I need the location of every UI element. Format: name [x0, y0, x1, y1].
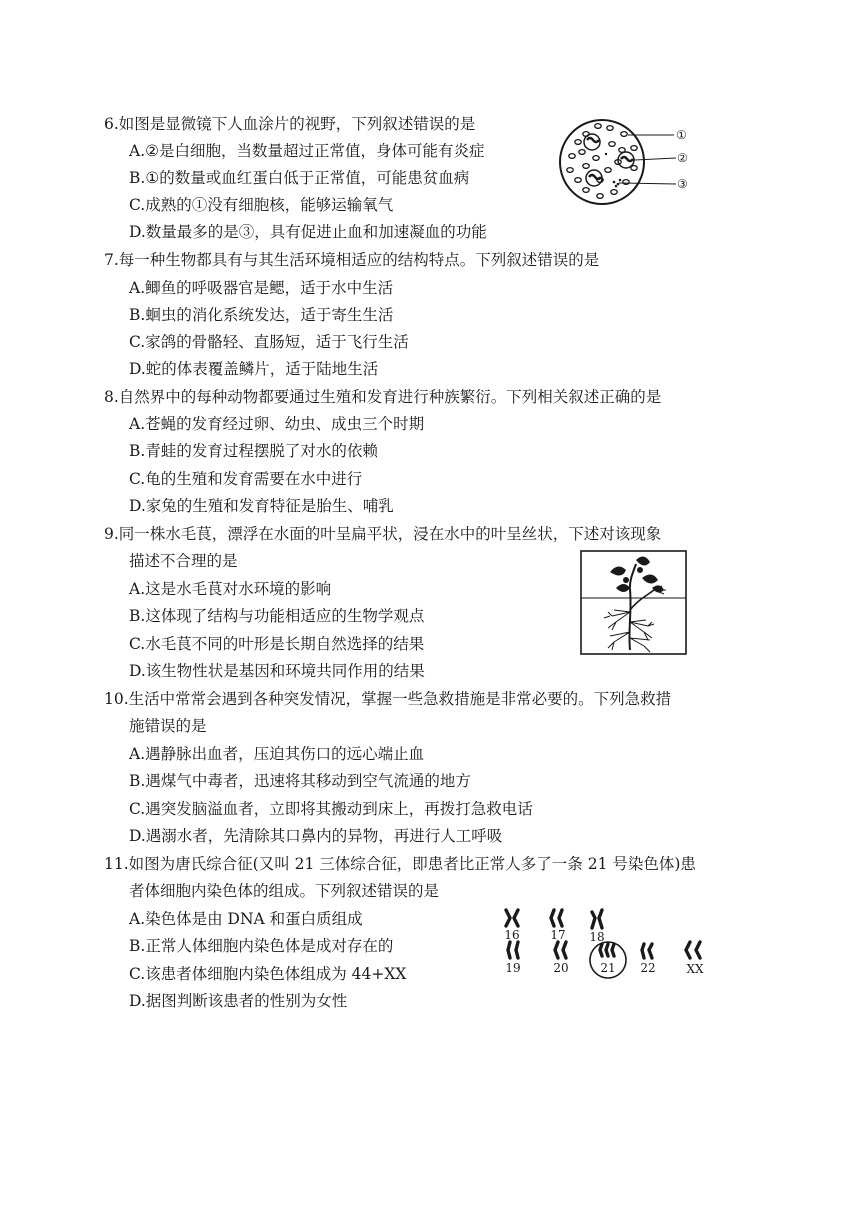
question-11-option-d: D.据图判断该患者的性别为女性: [129, 992, 348, 1010]
question-11-stem-continued: 者体细胞内染色体的组成。下列叙述错误的是: [129, 882, 440, 900]
question-7-option-c: C.家鸽的骨骼轻、直肠短，适于飞行生活: [129, 333, 409, 351]
question-8-stem: 8.自然界中的每种动物都要通过生殖和发育进行种族繁衍。下列相关叙述正确的是: [104, 388, 662, 406]
question-8-option-d: D.家兔的生殖和发育特征是胎生、哺乳: [129, 497, 394, 515]
blood-label-3: ③: [677, 177, 688, 191]
question-10-option-c: C.遇突发脑溢血者，立即将其搬动到床上，再拨打急救电话: [129, 800, 533, 818]
chromosome-label-xx: XX: [686, 962, 704, 976]
chromosome-label-19: 19: [505, 961, 521, 975]
question-10-option-a: A.遇静脉出血者，压迫其伤口的远心端止血: [129, 745, 425, 763]
question-7-option-d: D.蛇的体表覆盖鳞片，适于陆地生活: [129, 360, 379, 378]
question-11-option-b: B.正常人体细胞内染色体是成对存在的: [129, 937, 394, 955]
question-10-stem: 10.生活中常常会遇到各种突发情况，掌握一些急救措施是非常必要的。下列急救措: [104, 690, 672, 708]
question-7-option-a: A.鲫鱼的呼吸器官是鳃，适于水中生活: [129, 279, 394, 297]
question-7-stem: 7.每一种生物都具有与其生活环境相适应的结构特点。下列叙述错误的是: [104, 251, 600, 269]
chromosome-label-22: 22: [640, 961, 656, 975]
question-6-option-b: B.①的数量或血红蛋白低于正常值，可能患贫血病: [129, 169, 470, 187]
question-11-option-a: A.染色体是由 DNA 和蛋白质组成: [129, 910, 363, 928]
question-10-stem-continued: 施错误的是: [129, 717, 207, 735]
question-9-stem: 9.同一株水毛茛，漂浮在水面的叶呈扁平状，浸在水中的叶呈丝状，下述对该现象: [104, 525, 662, 543]
chromosome-label-18: 18: [589, 930, 605, 944]
question-10-option-d: D.遇溺水者，先清除其口鼻内的异物，再进行人工呼吸: [129, 827, 503, 845]
chromosome-label-16: 16: [504, 928, 520, 942]
question-11-option-c: C.该患者体细胞内染色体组成为 44+XX: [129, 965, 407, 983]
question-6-option-a: A.②是白细胞，当数量超过正常值，身体可能有炎症: [129, 142, 485, 160]
question-8-option-b: B.青蛙的发育过程摆脱了对水的依赖: [129, 442, 378, 460]
chromosome-label-21: 21: [600, 961, 616, 975]
question-9-option-d: D.该生物性状是基因和环境共同作用的结果: [129, 662, 425, 680]
question-9-option-a: A.这是水毛茛对水环境的影响: [129, 580, 332, 598]
chromosome-label-20: 20: [553, 961, 569, 975]
question-6-option-c: C.成熟的①没有细胞核，能够运输氧气: [129, 196, 394, 214]
water-buttercup-figure: [580, 550, 688, 656]
blood-smear-figure: [556, 118, 696, 206]
question-9-option-b: B.这体现了结构与功能相适应的生物学观点: [129, 607, 425, 625]
question-8-option-a: A.苍蝇的发育经过卵、幼虫、成虫三个时期: [129, 415, 425, 433]
question-11-stem: 11.如图为唐氏综合征(又叫 21 三体综合征，即患者比正常人多了一条 21 号染色体)患: [104, 855, 696, 873]
question-10-option-b: B.遇煤气中毒者，迅速将其移动到空气流通的地方: [129, 772, 471, 790]
question-7-option-b: B.蛔虫的消化系统发达，适于寄生生活: [129, 306, 394, 324]
question-8-option-c: C.龟的生殖和发育需要在水中进行: [129, 470, 363, 488]
question-6-option-d: D.数量最多的是③，具有促进止血和加速凝血的功能: [129, 223, 487, 241]
question-9-option-c: C.水毛茛不同的叶形是长期自然选择的结果: [129, 635, 425, 653]
blood-label-2: ②: [677, 151, 688, 165]
karyotype-figure: [496, 906, 726, 986]
chromosome-label-17: 17: [550, 928, 566, 942]
blood-label-1: ①: [676, 128, 687, 142]
question-9-stem-continued: 描述不合理的是: [129, 552, 238, 570]
question-6-stem: 6.如图是显微镜下人血涂片的视野，下列叙述错误的是: [104, 115, 476, 133]
